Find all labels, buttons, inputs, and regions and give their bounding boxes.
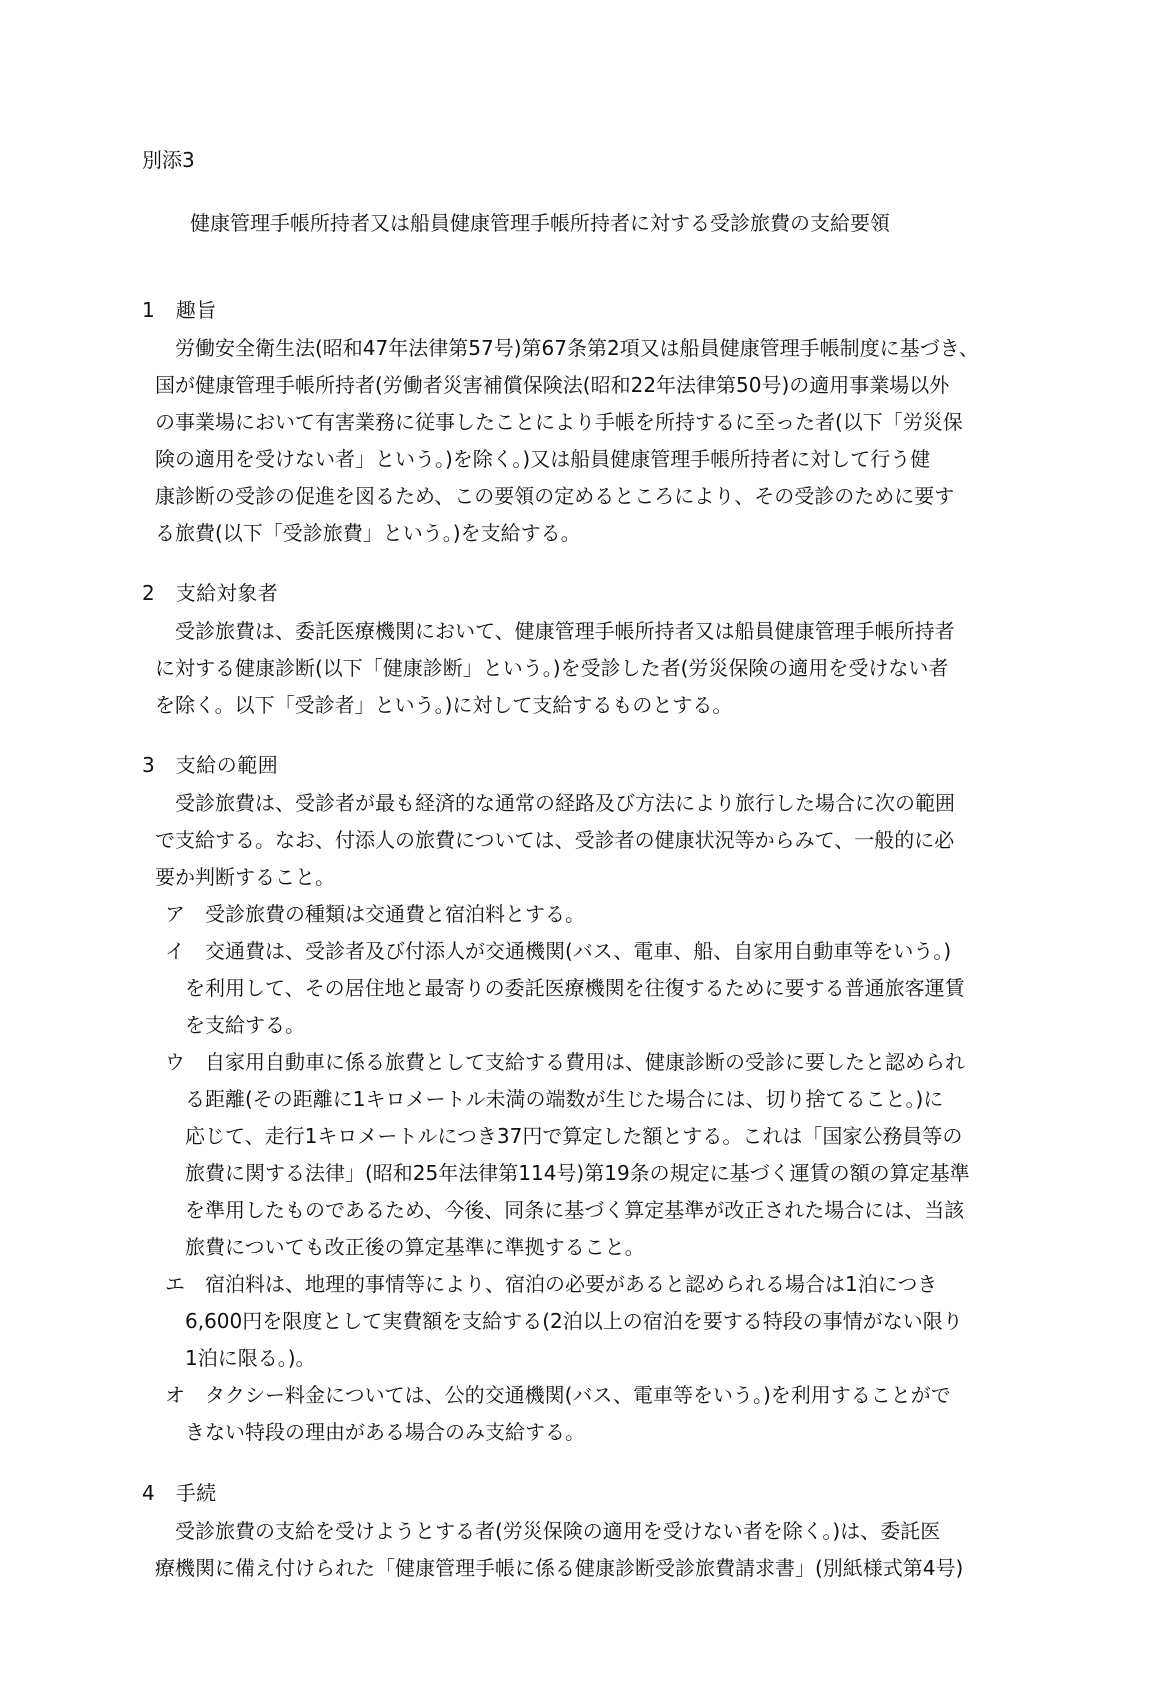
section-3-item-o-line-1: オ タクシー料金については、公的交通機関(バス、電車等をいう。)を利用することがで [165, 1383, 951, 1407]
section-3-item-e-line-3: 1泊に限る。)。 [165, 1346, 316, 1370]
section-1-line-4: 険の適用を受けない者」という。)を除く。)又は船員健康管理手帳所持者に対して行う健 [155, 447, 931, 471]
section-3-item-u-line-2: る距離(その距離に1キロメートル未満の端数が生じた場合には、切り捨てること。)に [165, 1087, 944, 1111]
section-3-heading: 3 支給の範囲 [142, 753, 279, 777]
section-2-line-2: に対する健康診断(以下「健康診断」という。)を受診した者(労災保険の適用を受けない者 [155, 656, 949, 680]
document-title: 健康管理手帳所持者又は船員健康管理手帳所持者に対する受診旅費の支給要領 [190, 211, 890, 235]
section-2-heading: 2 支給対象者 [142, 581, 279, 605]
section-3-item-u-line-5: を準用したものであるため、今後、同条に基づく算定基準が改正された場合には、当該 [165, 1198, 965, 1222]
section-1-heading: 1 趣旨 [142, 298, 217, 322]
section-3-item-i-line-3: を支給する。 [165, 1013, 305, 1037]
section-1-line-5: 康診断の受診の促進を図るため、この要領の定めるところにより、その受診のために要す [155, 484, 955, 508]
section-3-item-e-line-2: 6,600円を限度として実費額を支給する(2泊以上の宿泊を要する特段の事情がない限り [165, 1309, 963, 1333]
section-4-heading: 4 手続 [142, 1481, 217, 1505]
section-3-item-i-line-2: を利用して、その居住地と最寄りの委託医療機関を往復するために要する普通旅客運賃 [165, 976, 965, 1000]
attachment-label: 別添3 [142, 148, 195, 172]
section-3-item-u-line-3: 応じて、走行1キロメートルにつき37円で算定した額とする。これは「国家公務員等の [165, 1124, 963, 1148]
section-2-line-3: を除く。以下「受診者」という。)に対して支給するものとする。 [155, 693, 733, 717]
section-3-item-u-line-6: 旅費についても改正後の算定基準に準拠すること。 [165, 1235, 645, 1259]
section-3-line-3: 要か判断すること。 [155, 865, 335, 889]
section-3-item-u-line-1: ウ 自家用自動車に係る旅費として支給する費用は、健康診断の受診に要したと認められ [165, 1050, 965, 1074]
section-2-line-1: 受診旅費は、委託医療機関において、健康管理手帳所持者又は船員健康管理手帳所持者 [155, 619, 955, 643]
section-1-line-1: 労働安全衛生法(昭和47年法律第57号)第67条第2項又は船員健康管理手帳制度に基づき、 [155, 336, 979, 360]
section-3-item-e-line-1: エ 宿泊料は、地理的事情等により、宿泊の必要があると認められる場合は1泊につき [165, 1272, 938, 1296]
section-3-item-o-line-2: きない特段の理由がある場合のみ支給する。 [165, 1420, 585, 1444]
section-1-line-2: 国が健康管理手帳所持者(労働者災害補償保険法(昭和22年法律第50号)の適用事業場以外 [155, 373, 950, 397]
section-3-item-u-line-4: 旅費に関する法律」(昭和25年法律第114号)第19条の規定に基づく運賃の額の算定基準 [165, 1161, 970, 1185]
section-3-item-a-line-1: ア 受診旅費の種類は交通費と宿泊料とする。 [165, 902, 585, 926]
section-1-line-6: る旅費(以下「受診旅費」という。)を支給する。 [155, 521, 581, 545]
section-3-item-i-line-1: イ 交通費は、受診者及び付添人が交通機関(バス、電車、船、自家用自動車等をいう。) [165, 939, 952, 963]
section-3-line-2: で支給する。なお、付添人の旅費については、受診者の健康状況等からみて、一般的に必 [155, 828, 955, 852]
section-1-line-3: の事業場において有害業務に従事したことにより手帳を所持するに至った者(以下「労災保 [155, 410, 963, 434]
section-4-line-1: 受診旅費の支給を受けようとする者(労災保険の適用を受けない者を除く。)は、委託医 [155, 1519, 941, 1543]
section-3-line-1: 受診旅費は、受診者が最も経済的な通常の経路及び方法により旅行した場合に次の範囲 [155, 791, 955, 815]
section-4-line-2: 療機関に備え付けられた「健康管理手帳に係る健康診断受診旅費請求書」(別紙様式第4号) [155, 1556, 964, 1580]
